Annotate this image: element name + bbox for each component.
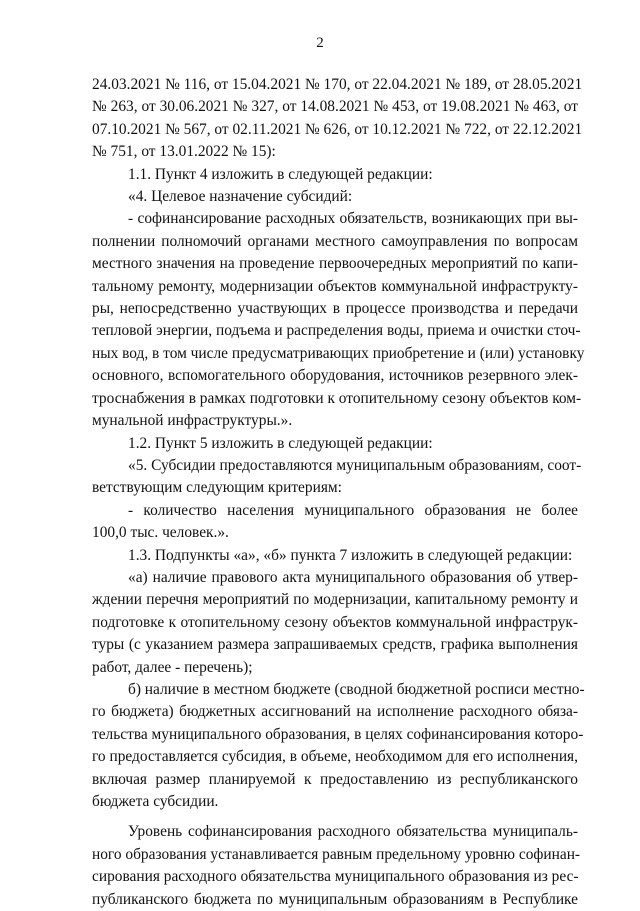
paragraph-subitem-b xyxy=(92,679,585,813)
text-line: мунальной инфраструктуры.». xyxy=(92,412,293,430)
text-line: 1.1. Пункт 4 изложить в следующей редакции: xyxy=(128,165,433,183)
text-line: сирования расходного обязательства муниципального образования из рес- xyxy=(92,868,579,886)
text-line: б) наличие в местном бюджете (сводной бюджетной росписи местно- xyxy=(128,680,585,698)
paragraph-item-4-heading xyxy=(92,186,578,208)
text-line: подготовке к отопительному сезону объектов коммунальной инфраструк- xyxy=(92,613,578,631)
text-line: ры, непосредственно участвующих в процессе производства и передачи xyxy=(92,300,578,318)
text-line: тельства муниципального образования, в целях софинансирования которо- xyxy=(92,725,584,743)
text-line: 100,0 тыс. человек.». xyxy=(92,524,229,542)
paragraph-clause-1-1 xyxy=(92,164,578,186)
paragraph-subitem-a xyxy=(92,567,578,679)
text-line: № 263, от 30.06.2021 № 327, от 14.08.2021 № 453, от 19.08.2021 № 463, от xyxy=(92,98,578,116)
text-line: полнении полномочий органами местного самоуправления по вопросам xyxy=(92,232,578,250)
paragraph-clause-1-3 xyxy=(92,545,578,567)
paragraph-population-criterion xyxy=(92,500,578,545)
text-line: 1.3. Подпункты «а», «б» пункта 7 изложить в следующей редакции: xyxy=(128,546,573,564)
text-line: «а) наличие правового акта муниципального образования об утвер- xyxy=(128,568,578,586)
text-line: троснабжения в рамках подготовки к отопительному сезону объектов ком- xyxy=(92,389,582,407)
text-line: - количество населения муниципального образования не более xyxy=(128,501,578,519)
text-line: туры (с указанием размера запрашиваемых средств, графика выполнения xyxy=(92,636,578,654)
text-line: тепловой энергии, подъема и распределения воды, приема и очистки сточ- xyxy=(92,322,581,340)
page-number: 2 xyxy=(316,35,324,51)
paragraph-item-4-body xyxy=(92,208,585,432)
text-line: «4. Целевое назначение субсидий: xyxy=(128,188,353,206)
text-line: местного значения на проведение первоочередных мероприятий по капи- xyxy=(92,255,578,273)
text-line: основного, вспомогательного оборудования, источников резервного элек- xyxy=(92,367,578,385)
text-line: го предоставляется субсидия, в объеме, необходимом для его исполнения, xyxy=(92,748,578,766)
text-line: тальному ремонту, модернизации объектов коммунальной инфраструкту- xyxy=(92,277,578,295)
text-line: - софинансирование расходных обязательств, возникающих при вы- xyxy=(128,210,578,228)
text-line: ждении перечня мероприятий по модернизации, капитальному ремонту и xyxy=(92,591,578,609)
paragraph-cofinancing-level xyxy=(92,821,581,911)
text-line: № 751, от 13.01.2022 № 15): xyxy=(92,143,276,161)
text-line: «5. Субсидии предоставляются муниципальным образованиям, соот- xyxy=(128,456,582,474)
text-line: 07.10.2021 № 567, от 02.11.2021 № 626, от 10.12.2021 № 722, от 22.12.2021 xyxy=(92,120,583,138)
text-line: включая размер планируемой к предоставлению из республиканского xyxy=(92,770,578,788)
text-line: го бюджета) бюджетных ассигнований на исполнение расходного обяза- xyxy=(92,703,578,721)
text-line: 1.2. Пункт 5 изложить в следующей редакции: xyxy=(128,434,433,452)
text-line: ного образования устанавливается равным предельному уровню софинан- xyxy=(92,845,581,863)
text-line: бюджета субсидии. xyxy=(92,793,219,810)
text-line: 24.03.2021 № 116, от 15.04.2021 № 170, от 22.04.2021 № 189, от 28.05.2021 xyxy=(92,76,583,93)
paragraph-item-5 xyxy=(92,455,582,500)
text-line: ветствующим следующим критериям: xyxy=(92,479,342,497)
text-line: публиканского бюджета по муниципальным образованиям в Республике xyxy=(92,890,578,908)
paragraph-amendment-list xyxy=(92,74,583,164)
document-body xyxy=(92,74,585,911)
text-line: ных вод, в том числе предусматривающих приобретение и (или) установку xyxy=(92,344,585,362)
text-line: Уровень софинансирования расходного обязательства муниципаль- xyxy=(128,823,578,841)
paragraph-clause-1-2 xyxy=(92,433,578,455)
text-line: работ, далее - перечень); xyxy=(92,658,253,676)
